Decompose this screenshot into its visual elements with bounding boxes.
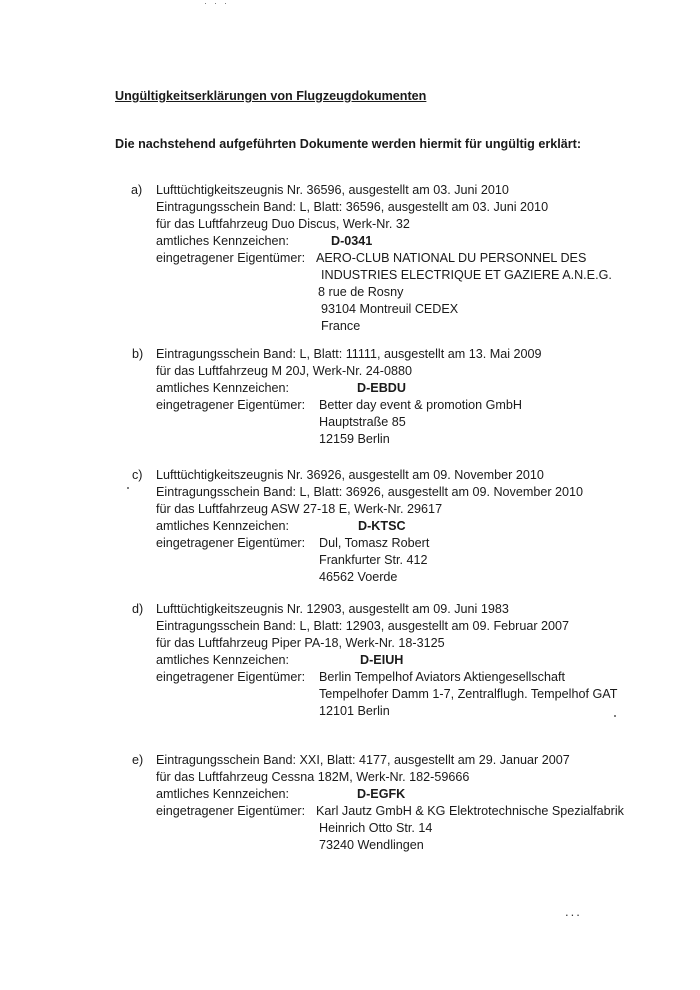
entry-line: für das Luftfahrzeug Piper PA-18, Werk-Nr. 18-3125 (156, 636, 445, 650)
owner-line: France (321, 319, 361, 333)
entry-line: Lufttüchtigkeitszeugnis Nr. 36926, ausgestellt am 09. November 2010 (156, 468, 544, 482)
owner-line: 93104 Montreuil CEDEX (321, 302, 459, 316)
owner-label: eingetragener Eigentümer: (156, 804, 306, 818)
registration-label: amtliches Kennzeichen: (156, 653, 290, 667)
owner-line: Frankfurter Str. 412 (319, 553, 428, 567)
owner-label: eingetragener Eigentümer: (156, 398, 306, 412)
scan-speck (205, 3, 206, 4)
registration-mark: D-EIUH (360, 653, 404, 667)
registration-mark: D-EBDU (357, 381, 406, 395)
entry-marker: d) (132, 602, 144, 616)
owner-line: Better day event & promotion GmbH (319, 398, 522, 412)
entry-line: Eintragungsschein Band: XXI, Blatt: 4177, ausgestellt am 29. Januar 2007 (156, 753, 570, 767)
entry-marker: c) (132, 468, 143, 482)
scan-speck (614, 715, 616, 717)
scan-speck (225, 3, 226, 4)
registration-mark: D-KTSC (358, 519, 406, 533)
registration-mark: D-0341 (331, 234, 373, 248)
owner-line: AERO-CLUB NATIONAL DU PERSONNEL DES (316, 251, 587, 265)
scan-speck (127, 487, 129, 489)
owner-label: eingetragener Eigentümer: (156, 536, 306, 550)
registration-mark: D-EGFK (357, 787, 406, 801)
owner-line: 12101 Berlin (319, 704, 390, 718)
registration-label: amtliches Kennzeichen: (156, 787, 290, 801)
entry-line: Eintragungsschein Band: L, Blatt: 36926, ausgestellt am 09. November 2010 (156, 485, 584, 499)
owner-line: Berlin Tempelhof Aviators Aktiengesellschaft (319, 670, 565, 684)
entry-line: Eintragungsschein Band: L, Blatt: 11111, ausgestellt am 13. Mai 2009 (156, 347, 542, 361)
entry-marker: a) (131, 183, 143, 197)
entry-marker: b) (132, 347, 144, 361)
entry-marker: e) (132, 753, 144, 767)
registration-label: amtliches Kennzeichen: (156, 519, 290, 533)
owner-label: eingetragener Eigentümer: (156, 251, 306, 265)
owner-line: 46562 Voerde (319, 570, 398, 584)
registration-label: amtliches Kennzeichen: (156, 234, 290, 248)
continuation-mark: ... (565, 904, 582, 919)
owner-line: Hauptstraße 85 (319, 415, 406, 429)
owner-line: Karl Jautz GmbH & KG Elektrotechnische Spezialfabrik (316, 804, 624, 818)
owner-line: Heinrich Otto Str. 14 (319, 821, 433, 835)
owner-line: 73240 Wendlingen (319, 838, 424, 852)
document-subtitle: Die nachstehend aufgeführten Dokumente werden hiermit für ungültig erklärt: (115, 137, 582, 151)
entry-line: für das Luftfahrzeug M 20J, Werk-Nr. 24-0880 (156, 364, 412, 378)
registration-label: amtliches Kennzeichen: (156, 381, 290, 395)
owner-line: Dul, Tomasz Robert (319, 536, 430, 550)
owner-line: 8 rue de Rosny (318, 285, 404, 299)
entry-line: für das Luftfahrzeug Duo Discus, Werk-Nr. 32 (156, 217, 410, 231)
entry-line: Eintragungsschein Band: L, Blatt: 12903, ausgestellt am 09. Februar 2007 (156, 619, 570, 633)
owner-line: Tempelhofer Damm 1-7, Zentralflugh. Tempelhof GAT (319, 687, 618, 701)
document-title: Ungültigkeitserklärungen von Flugzeugdokumenten (115, 89, 427, 103)
entry-line: Lufttüchtigkeitszeugnis Nr. 12903, ausgestellt am 09. Juni 1983 (156, 602, 509, 616)
entry-line: Lufttüchtigkeitszeugnis Nr. 36596, ausgestellt am 03. Juni 2010 (156, 183, 509, 197)
scan-speck (215, 3, 216, 4)
owner-line: 12159 Berlin (319, 432, 390, 446)
entry-line: Eintragungsschein Band: L, Blatt: 36596, ausgestellt am 03. Juni 2010 (156, 200, 549, 214)
entry-line: für das Luftfahrzeug ASW 27-18 E, Werk-Nr. 29617 (156, 502, 443, 516)
owner-label: eingetragener Eigentümer: (156, 670, 306, 684)
entry-line: für das Luftfahrzeug Cessna 182M, Werk-Nr. 182-59666 (156, 770, 470, 784)
owner-line: INDUSTRIES ELECTRIQUE ET GAZIERE A.N.E.G. (321, 268, 612, 282)
